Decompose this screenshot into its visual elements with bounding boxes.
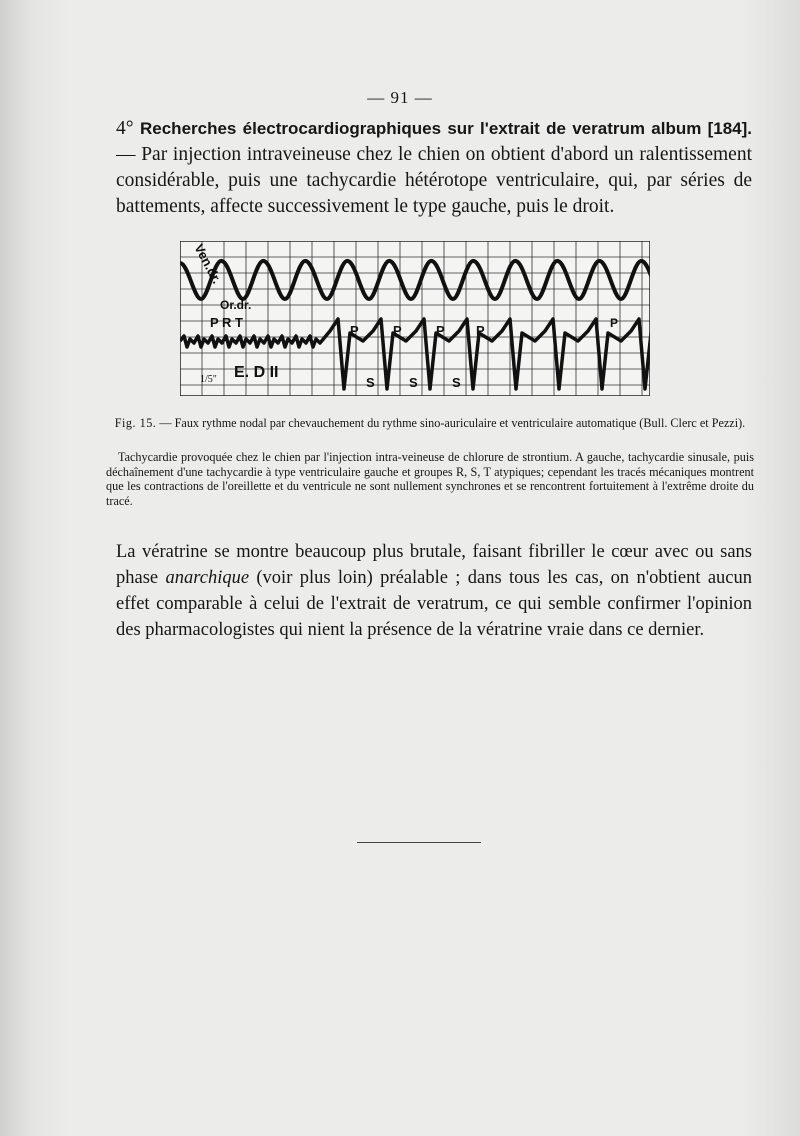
label-p-wave: P — [476, 323, 485, 338]
label-p-wave: P — [393, 323, 402, 338]
label-or-dr: Or.dr. — [220, 298, 252, 312]
figure-caption — [106, 415, 754, 431]
body-paragraph — [116, 539, 752, 643]
intro-paragraph — [116, 116, 752, 220]
label-p-wave: P — [350, 323, 359, 338]
caption-text: — Faux rythme nodal par chevauchement du rythme sino-auriculaire et ventriculaire automatique (Bull. Clerc et Pezzi). — [159, 416, 746, 430]
intro-text: — Par injection intraveineuse chez le chien on obtient d'abord un ralentissement considérable, puis une tachycardie hétérotope ventriculaire, qui, par séries de battements, affecte successivement le type gauche, puis le droit. — [116, 144, 752, 217]
label-s-wave: S — [452, 375, 461, 390]
body-text-before: La vératrine se montre beaucoup plus brutale, faisant fibriller le cœur avec ou sans phase — [116, 542, 752, 588]
figure-notes — [106, 450, 754, 508]
label-p-wave: P — [610, 316, 619, 330]
label-s-wave: S — [409, 375, 418, 390]
section-number: 4° — [116, 118, 134, 139]
ecg-figure — [180, 241, 650, 396]
label-s-wave: S — [366, 375, 375, 390]
body-italic: anarchique — [165, 568, 250, 588]
ecg-tracing — [180, 241, 650, 396]
label-lead: E. D II — [234, 364, 279, 381]
label-time: 1/5" — [200, 374, 217, 385]
figure-label: Fig. 15. — [114, 416, 157, 430]
page-number: — 91 — — [367, 88, 433, 107]
section-heading: Recherches électrocardiographiques sur l'extrait de veratrum album [184]. — [140, 119, 753, 138]
label-ven-dr: Ven.dr. — [191, 241, 225, 287]
label-prt: P R T — [210, 315, 243, 330]
label-p-wave: P — [436, 323, 445, 338]
notes-text: Tachycardie provoquée chez le chien par l'injection intra-veineuse de chlorure de strontium. A gauche, tachycardie sinusale, puis déchaînement d'une tachycardie à type ventriculaire gauche et groupes R, S, T atypiques; cependant les tracés mécaniques montrent que les contractions de l'oreillette et du ventricule ne sont nullement synchrones et se rencontrent fortuitement à l'extrême droite du tracé. — [106, 450, 754, 508]
end-rule — [357, 842, 481, 843]
body-text-after: (voir plus loin) préalable ; dans tous les cas, on n'obtient aucun effet comparable à celui de l'extrait de veratrum, ce qui semble confirmer l'opinion des pharmacologistes qui nient la présence de la vératrine vraie dans ce dernier. — [116, 568, 752, 640]
